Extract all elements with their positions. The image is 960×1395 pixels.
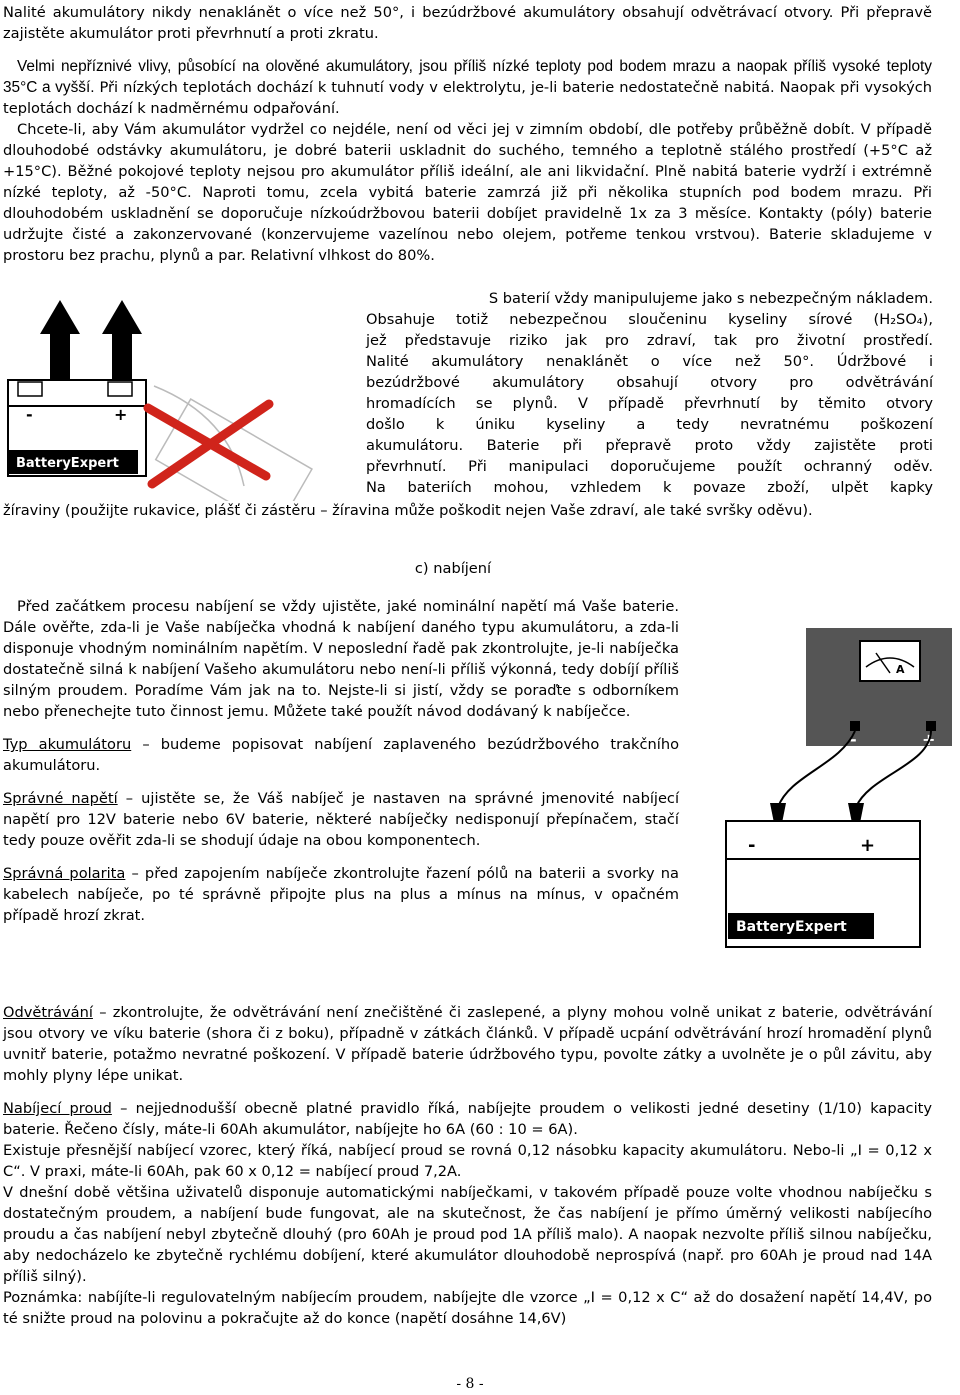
item-text: – zkontrolujte, že odvětrávání není znečištěné či zaslepené, a plyny mohou volně unikat z baterie, odvětrávání jsou otvory ve víku baterie (shora či z boku), případně v zátkách článků. V případě ucpání odvětrávání hrozí hromadění plynů uvnitř baterie, potažmo nevratné poškození. V případě baterie údržbového typu, povolte zátky a uvolněte je o půl závitu, aby mohly plyny lépe unikat. — [3, 1004, 932, 1084]
item-term: Nabíjecí proud — [3, 1100, 112, 1117]
danger-line: S baterií vždy manipulujeme jako s nebezpečným nákladem. — [488, 290, 933, 307]
paragraph-current-formula: Existuje přesnější nabíjecí vzorec, který říká, nabíjecí proud se rovná 0,12 násobku kapacity akumulátoru. Nebo-li „I = 0,12 x C“. V praxi, máte-li 60Ah, pak 60 x 0,12 = nabíjecí proud 7,2A. — [3, 1142, 932, 1180]
item-polarity — [3, 863, 679, 926]
item-ventilation — [3, 1002, 932, 1086]
paragraph-note: Poznámka: nabíjíte-li regulovatelným nabíjecím proudem, nabíjejte dle vzorce „I = 0,12 x C“ až do dosažení napětí 14,4V, po té snižte proud na polovinu a pokračujte až do konce (napětí dosáhne 14,6V) — [3, 1289, 932, 1327]
charging-column — [3, 596, 679, 926]
item-text: – budeme popisovat nabíjení zaplaveného bezúdržbového trakčního akumulátoru. — [3, 736, 679, 774]
item-term: Správná polarita — [3, 865, 126, 882]
danger-line: akumulátoru. Baterie při přepravě proto vždy zajistěte proti — [366, 437, 933, 454]
item-term: Správné napětí — [3, 790, 118, 807]
danger-line: Obsahuje totiž nebezpečnou sloučeninu kyseliny sírové (H₂SO₄), — [366, 311, 933, 328]
danger-line: převrhnutí. Při manipulaci doporučujeme použít ochranný oděv. — [366, 458, 933, 475]
item-term: Typ akumulátoru — [3, 736, 132, 753]
temperature-sentence-a: Velmi nepříznivé vlivy, působící na olověné akumulátory, jsou příliš nízké teploty pod bodem mrazu a naopak příliš vysoké teploty 35°C a vyšší. — [3, 58, 932, 96]
danger-line: došlo k úniku kyseliny a tedy nevratnému poškození — [366, 416, 933, 433]
danger-line: jež představuje riziko jak pro zdraví, tak pro životní prostředí. — [366, 332, 933, 349]
charger-plus-icon: + — [922, 730, 936, 749]
battery-minus-icon: - — [748, 835, 756, 856]
danger-tail: žíraviny (použijte rukavice, plášť či zástěru – žíravina může poškodit nejen Vaše zdraví, ale také svršky oděvu). — [3, 502, 813, 519]
tilted-battery-body — [156, 399, 312, 501]
plus-icon: + — [114, 405, 128, 424]
paragraph-storage: Chcete-li, aby Vám akumulátor vydržel co nejdéle, není od věci jej v zimním období, dle potřeby průběžně dobít. V případě dlouhodobé odstávky akumulátoru, je dobré baterii uskladnit do suchého, temného a teplotně stálého prostředí (+5°C až +15°C). Běžné pokojové teploty nejsou pro akumulátor příliš ideální, ale ani likvidační. Plně nabitá baterie vydrží i extrémně nízké teploty, až -50°C. Naproti tomu, zcela vybitá baterie zamrzá již při několika stupních pod bodem mrazu. Při dlouhodobém uskladnění se doporučuje nízkoúdržbovou baterii dobíjet pravidelně 1x za 3 měsíce. Kontakty (póly) baterie udržujte čisté a zakonzervované (konzervujeme vazelínou nebo olejem, potřeme tenkou vrstvou). Baterie skladujeme v prostoru bez prachu, plynů a par. Relativní vlhkost do 80%. — [3, 121, 932, 264]
item-current — [3, 1098, 932, 1140]
danger-line: bezúdržbové akumulátory obsahují otvory pro odvětrávání — [366, 374, 933, 391]
danger-line: hromadících se plynů. V případě převrhnutí by těmito otvory — [366, 395, 933, 412]
charger-figure — [700, 625, 954, 955]
section-heading: c) nabíjení — [414, 560, 492, 577]
item-text: – ujistěte se, že Váš nabíječ je nastaven na správné jmenovité nabíjecí napětí pro 12V baterie nebo 6V baterie, některé nabíječky nedisponují přepínačem, stačí tedy pouze ověřit zda-li se shodují údaje na obou komponentech. — [3, 790, 679, 849]
item-text: – před zapojením nabíječe zkontrolujte řazení pólů na baterii a svorky na kabelech nabíječe, po té správně připojte plus na plus a mínus na mínus, v opačném případě hrozí zkrat. — [3, 865, 679, 924]
charger-meter-frame — [860, 641, 920, 681]
brand-label: BatteryExpert — [16, 456, 119, 471]
danger-line: Na bateriích mohou, vzhledem k povaze zboží, ulpět kapky — [366, 479, 933, 496]
item-voltage — [3, 788, 679, 851]
brand-label: BatteryExpert — [736, 919, 847, 935]
meter-unit-label: A — [896, 663, 905, 676]
top-text — [3, 2, 932, 266]
battery-plus-icon: + — [860, 835, 876, 856]
item-text: – nejjednodušší obecně platné pravidlo říká, nabíjejte proudem o velikosti jedné desetiny (1/10) kapacity baterie. Řečeno čísly, máte-li 60Ah akumulátor, nabíjejte ho 6A (60 : 10 = 6A). — [3, 1100, 932, 1138]
item-term: Odvětrávání — [3, 1004, 93, 1021]
charging-intro: Před začátkem procesu nabíjení se vždy ujistěte, jaké nominální napětí má Vaše baterie. Dále ověřte, zda-li je Vaše nabíječka vhodná k nabíjení daného typu akumulátoru, a zda-li disponuje vhodným nominálním napětím. V neposlední řadě pak zkontrolujte, je-li nabíječka dostatečně silná k nabíjení Vašeho akumulátoru nebo není-li příliš výkonná, tedy dobíjí příliš silným proudem. Poradíme Vám jak na to. Nejste-li si jistí, vždy se poraďte s odborníkem nebo přenechejte tuto činnost jemu. Můžete také použít návod dodávaný k nabíječce. — [3, 598, 679, 720]
danger-line: Nalité akumulátory nenaklánět o více než 50°. Údržbové i — [366, 353, 933, 370]
charger-minus-icon: - — [850, 730, 857, 749]
paragraph-automatic-chargers: V dnešní době většina uživatelů disponuje automatickými nabíječkami, v takovém případě pouze volte vhodnou nabíječku s dostatečným proudem, a nabíjení bude fungovat, ale na skutečnost, že čas nabíjení je přímo úměrný velikosti nabíjecího proudu a čas nabíjení nebyl zbytečně dlouhý (pro 60Ah je proud pod 1A příliš malo). A naopak nezvolte příliš silnou nabíječku, aby nedocházelo ke zbytečně rychlému dobíjení, které akumulátor dlouhodobě neprospívá (např. pro 60Ah je proud nad 14A příliš silný). — [3, 1184, 932, 1285]
page-number: - 8 - — [456, 1376, 484, 1392]
minus-icon: - — [26, 405, 33, 424]
no-tilt-figure — [4, 296, 356, 501]
temperature-sentence-b: Při nízkých teplotách dochází k tuhnutí vody v elektrolytu, je-li baterie nedostatečně nabitá. Naopak při vysokých teplotách dochází k nadměrnému odpařování. — [3, 79, 932, 117]
bottom-text — [3, 1002, 932, 1329]
danger-block — [366, 288, 933, 498]
paragraph-temperature-intro — [3, 56, 932, 119]
item-battery-type — [3, 734, 679, 776]
paragraph-tilt-warning: Nalité akumulátory nikdy nenaklánět o více než 50°, i bezúdržbové akumulátory obsahují odvětrávací otvory. Při přepravě zajistěte akumulátor proti převrhnutí a proti zkratu. — [3, 4, 932, 42]
